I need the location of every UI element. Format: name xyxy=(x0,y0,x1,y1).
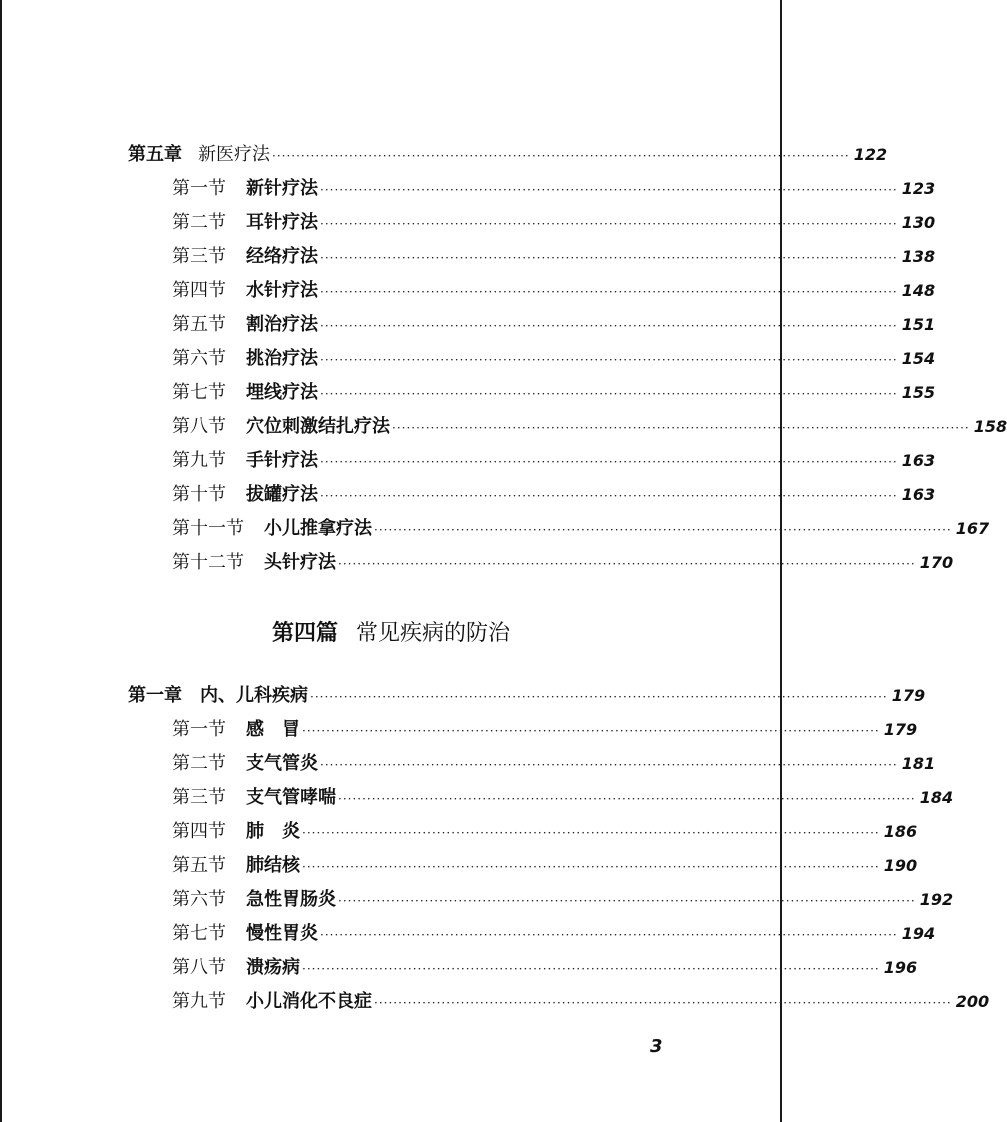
section-entry[interactable] xyxy=(172,719,918,741)
leader-dots: ························································································································ xyxy=(272,149,850,163)
leader-dots: ························································································································ xyxy=(302,724,880,738)
leader-dots: ························································································································ xyxy=(320,353,898,367)
page-ref: 200 xyxy=(955,992,990,1011)
section-label: 第六节 xyxy=(172,348,226,369)
section-entry[interactable] xyxy=(172,484,936,506)
section-title: 慢性胃炎 xyxy=(246,923,318,944)
leader-dots: ························································································································ xyxy=(338,792,916,806)
section-entry[interactable] xyxy=(172,314,936,336)
section-entry[interactable] xyxy=(172,280,936,302)
section-label: 第二节 xyxy=(172,212,226,233)
page-ref: 184 xyxy=(919,788,954,807)
page-ref: 155 xyxy=(901,383,936,402)
section-title: 急性胃肠炎 xyxy=(246,889,336,910)
section-entry[interactable] xyxy=(172,246,936,268)
leader-dots: ························································································································ xyxy=(320,455,898,469)
leader-dots: ························································································································ xyxy=(320,183,898,197)
section-entry[interactable] xyxy=(172,450,936,472)
section-entry[interactable] xyxy=(172,991,990,1013)
section-title: 经络疗法 xyxy=(246,246,318,267)
leader-dots: ························································································································ xyxy=(338,557,916,571)
page-ref: 154 xyxy=(901,349,936,368)
section-entry[interactable] xyxy=(172,787,954,809)
leader-dots: ························································································································ xyxy=(302,860,880,874)
section-label: 第三节 xyxy=(172,246,226,267)
section-entry[interactable] xyxy=(172,753,936,775)
leader-dots: ························································································································ xyxy=(302,826,880,840)
section-entry[interactable] xyxy=(172,957,918,979)
part-title: 常见疾病的防治 xyxy=(356,621,511,646)
section-label: 第八节 xyxy=(172,957,226,978)
section-title: 小儿消化不良症 xyxy=(246,991,372,1012)
section-title: 穴位刺激结扎疗法 xyxy=(246,416,390,437)
section-title: 耳针疗法 xyxy=(246,212,318,233)
section-label: 第九节 xyxy=(172,450,226,471)
page-ref: 163 xyxy=(901,485,936,504)
section-title: 挑治疗法 xyxy=(246,348,318,369)
section-entry[interactable] xyxy=(172,212,936,234)
leader-dots: ························································································································ xyxy=(320,489,898,503)
section-title: 感 冒 xyxy=(246,719,300,740)
section-entry[interactable] xyxy=(172,178,936,200)
leader-dots: ························································································································ xyxy=(392,421,970,435)
section-title: 溃疡病 xyxy=(246,957,300,978)
page-ref: 138 xyxy=(901,247,936,266)
leader-dots: ························································································································ xyxy=(320,928,898,942)
leader-dots: ························································································································ xyxy=(374,996,952,1010)
chapter-5-entry[interactable] xyxy=(128,144,888,166)
section-title: 埋线疗法 xyxy=(246,382,318,403)
leader-dots: ························································································································ xyxy=(320,251,898,265)
section-title: 肺 炎 xyxy=(246,821,300,842)
leader-dots: ························································································································ xyxy=(338,894,916,908)
section-entry[interactable] xyxy=(172,552,954,574)
section-title: 小儿推拿疗法 xyxy=(264,518,372,539)
part-label: 第四篇 xyxy=(271,620,338,646)
page-ref: 130 xyxy=(901,213,936,232)
chapter-label: 第五章 xyxy=(128,144,182,165)
leader-dots: ························································································································ xyxy=(320,319,898,333)
leader-dots: ························································································································ xyxy=(320,758,898,772)
section-label: 第四节 xyxy=(172,821,226,842)
page-ref: 151 xyxy=(901,315,936,334)
section-entry[interactable] xyxy=(172,821,918,843)
page-ref: 170 xyxy=(919,553,954,572)
leader-dots: ························································································································ xyxy=(320,217,898,231)
section-entry[interactable] xyxy=(172,382,936,404)
section-label: 第八节 xyxy=(172,416,226,437)
section-entry[interactable] xyxy=(172,923,936,945)
section-title: 肺结核 xyxy=(246,855,300,876)
page-ref: 194 xyxy=(901,924,936,943)
section-label: 第四节 xyxy=(172,280,226,301)
section-title: 水针疗法 xyxy=(246,280,318,301)
page-ref: 196 xyxy=(883,958,918,977)
page-ref: 163 xyxy=(901,451,936,470)
section-entry[interactable] xyxy=(172,855,918,877)
section-title: 头针疗法 xyxy=(264,552,336,573)
page-ref: 148 xyxy=(901,281,936,300)
part-heading xyxy=(0,618,782,649)
section-label: 第六节 xyxy=(172,889,226,910)
section-entry[interactable] xyxy=(172,889,954,911)
chapter-title: 新医疗法 xyxy=(198,144,270,165)
page-ref: 192 xyxy=(919,890,954,909)
page-ref: 123 xyxy=(901,179,936,198)
page-ref: 167 xyxy=(955,519,990,538)
section-entry[interactable] xyxy=(172,416,1007,438)
section-label: 第五节 xyxy=(172,855,226,876)
page-ref: 179 xyxy=(891,686,926,705)
page-ref: 158 xyxy=(973,417,1007,436)
section-title: 新针疗法 xyxy=(246,178,318,199)
section-entry[interactable] xyxy=(172,348,936,370)
section-label: 第一节 xyxy=(172,178,226,199)
section-title: 支气管哮喘 xyxy=(246,787,336,808)
section-label: 第一节 xyxy=(172,719,226,740)
section-label: 第七节 xyxy=(172,382,226,403)
leader-dots: ························································································································ xyxy=(302,962,880,976)
leader-dots: ························································································································ xyxy=(320,285,898,299)
section-label: 第十二节 xyxy=(172,552,244,573)
leader-dots: ························································································································ xyxy=(310,690,888,704)
section-label: 第三节 xyxy=(172,787,226,808)
page-ref: 179 xyxy=(883,720,918,739)
chapter-label: 第一章 xyxy=(128,685,182,706)
section-title: 手针疗法 xyxy=(246,450,318,471)
chapter-1-entry[interactable] xyxy=(128,685,926,707)
section-label: 第二节 xyxy=(172,753,226,774)
page-number: 3 xyxy=(650,1036,663,1057)
page-ref: 190 xyxy=(883,856,918,875)
page-ref: 122 xyxy=(853,145,888,164)
section-label: 第五节 xyxy=(172,314,226,335)
section-label: 第十节 xyxy=(172,484,226,505)
section-entry[interactable] xyxy=(172,518,990,540)
page-ref: 181 xyxy=(901,754,936,773)
section-title: 支气管炎 xyxy=(246,753,318,774)
section-label: 第九节 xyxy=(172,991,226,1012)
section-label: 第十一节 xyxy=(172,518,244,539)
leader-dots: ························································································································ xyxy=(320,387,898,401)
section-title: 拔罐疗法 xyxy=(246,484,318,505)
section-title: 割治疗法 xyxy=(246,314,318,335)
section-label: 第七节 xyxy=(172,923,226,944)
chapter-title: 内、儿科疾病 xyxy=(200,685,308,706)
leader-dots: ························································································································ xyxy=(374,523,952,537)
page-ref: 186 xyxy=(883,822,918,841)
